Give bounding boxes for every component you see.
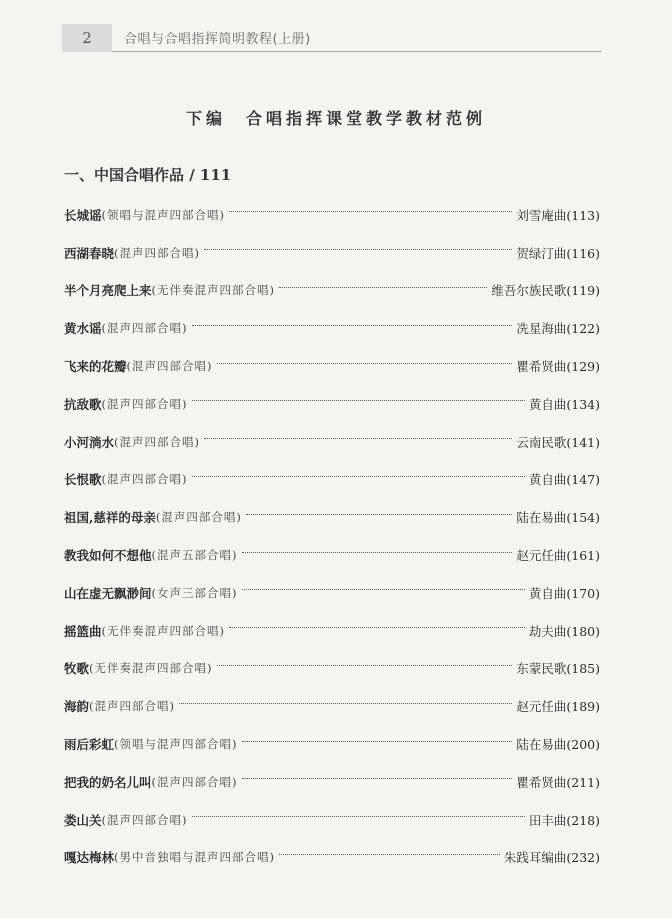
toc-entry-note: (无伴奏混声四部合唱) bbox=[89, 661, 213, 676]
toc-entry-title: 海韵 bbox=[64, 699, 90, 715]
dot-leader bbox=[192, 476, 525, 477]
toc-entry-composer: 黄自曲(147) bbox=[528, 472, 600, 488]
toc-entry-composer: 陆在易曲(154) bbox=[516, 510, 600, 526]
toc-entry-composer: 维吾尔族民歌(119) bbox=[491, 283, 600, 299]
dot-leader bbox=[179, 703, 512, 704]
toc-entry[interactable] bbox=[64, 612, 600, 650]
toc-entry[interactable] bbox=[64, 423, 600, 461]
toc-entry-note: (混声四部合唱) bbox=[89, 699, 175, 714]
toc-entry-note: (混声四部合唱) bbox=[101, 812, 188, 827]
toc-entry-note: (混声四部合唱) bbox=[101, 396, 188, 411]
toc-entry-title: 嘎达梅林 bbox=[64, 850, 115, 866]
dot-leader bbox=[217, 363, 513, 364]
part-title bbox=[0, 106, 672, 129]
part-title-text: 合唱指挥课堂教学教材范例 bbox=[246, 109, 487, 128]
toc-entry[interactable] bbox=[64, 687, 600, 725]
toc-entry-title: 半个月亮爬上来 bbox=[64, 283, 152, 299]
dot-leader bbox=[242, 589, 525, 590]
toc-entry-title: 小河淌水 bbox=[64, 434, 115, 450]
toc-entry[interactable] bbox=[64, 347, 600, 385]
toc-entry-composer: 云南民歌(141) bbox=[516, 434, 600, 450]
toc-entry-note: (无伴奏混声四部合唱) bbox=[151, 283, 275, 298]
toc-entry-note: (混声五部合唱) bbox=[151, 548, 238, 563]
toc-entry[interactable] bbox=[64, 763, 600, 801]
toc-entry-title: 摇篮曲 bbox=[64, 623, 102, 639]
toc-entry-title: 祖国,慈祥的母亲 bbox=[64, 510, 156, 526]
toc-entry[interactable] bbox=[64, 461, 600, 499]
toc-entry-note: (混声四部合唱) bbox=[101, 321, 188, 336]
dot-leader bbox=[246, 514, 513, 515]
toc-entry[interactable] bbox=[64, 272, 600, 310]
dot-leader bbox=[204, 438, 512, 439]
toc-entry-composer: 赵元任曲(189) bbox=[516, 699, 600, 715]
toc-entry-title: 长恨歌 bbox=[64, 472, 102, 488]
toc-entry[interactable] bbox=[64, 385, 600, 423]
toc-entry-title: 牧歌 bbox=[64, 661, 90, 677]
toc-entry-composer: 黄自曲(170) bbox=[528, 585, 600, 601]
toc-entry-note: (混声四部合唱) bbox=[151, 774, 238, 789]
toc-entry-note: (女声三部合唱) bbox=[151, 585, 238, 600]
toc-entry[interactable] bbox=[64, 196, 600, 234]
dot-leader bbox=[279, 287, 487, 288]
running-title: 合唱与合唱指挥简明教程(上册) bbox=[124, 32, 311, 47]
toc-entry-note: (混声四部合唱) bbox=[114, 434, 200, 449]
toc-entry-note: (混声四部合唱) bbox=[114, 245, 200, 260]
dot-leader bbox=[279, 854, 500, 855]
toc-entry-composer: 陆在易曲(200) bbox=[516, 737, 600, 753]
part-label: 下编 bbox=[185, 109, 226, 128]
header-rule bbox=[112, 51, 602, 52]
toc-entry-composer: 田丰曲(218) bbox=[528, 812, 600, 828]
toc-entry-composer: 瞿希贤曲(129) bbox=[516, 359, 600, 375]
toc-entry-note: (领唱与混声四部合唱) bbox=[101, 207, 225, 222]
toc-entry[interactable] bbox=[64, 536, 600, 574]
toc-entry-composer: 瞿希贤曲(211) bbox=[516, 774, 600, 790]
toc-entry-note: (混声四部合唱) bbox=[101, 472, 188, 487]
dot-leader bbox=[192, 816, 525, 817]
dot-leader bbox=[242, 778, 513, 779]
page-number: 2 bbox=[62, 24, 112, 52]
toc-entry-note: (混声四部合唱) bbox=[126, 359, 213, 374]
dot-leader bbox=[192, 400, 525, 401]
dot-leader bbox=[242, 552, 513, 553]
toc-entry-title: 西湖春晓 bbox=[64, 245, 115, 261]
toc-entry[interactable] bbox=[64, 574, 600, 612]
dot-leader bbox=[229, 211, 512, 212]
toc-entry-composer: 黄自曲(134) bbox=[528, 396, 600, 412]
toc-entry-note: (无伴奏混声四部合唱) bbox=[101, 623, 225, 638]
toc-entry[interactable] bbox=[64, 498, 600, 536]
toc-entry-note: (混声四部合唱) bbox=[155, 510, 242, 525]
toc-entry[interactable] bbox=[64, 801, 600, 839]
dot-leader bbox=[229, 627, 525, 628]
toc-entry[interactable] bbox=[64, 309, 600, 347]
table-of-contents bbox=[64, 196, 600, 876]
toc-entry-note: (男中音独唱与混声四部合唱) bbox=[114, 850, 275, 865]
toc-entry-note: (领唱与混声四部合唱) bbox=[114, 737, 238, 752]
toc-entry-composer: 冼星海曲(122) bbox=[516, 321, 600, 337]
toc-entry-title: 雨后彩虹 bbox=[64, 737, 115, 753]
dot-leader bbox=[217, 665, 513, 666]
toc-entry-title: 抗敌歌 bbox=[64, 396, 102, 412]
toc-entry-composer: 劫夫曲(180) bbox=[528, 623, 600, 639]
toc-entry-composer: 东蒙民歌(185) bbox=[516, 661, 600, 677]
toc-entry-title: 教我如何不想他 bbox=[64, 548, 152, 564]
toc-entry[interactable] bbox=[64, 650, 600, 688]
toc-entry-title: 娄山关 bbox=[64, 812, 102, 828]
toc-entry[interactable] bbox=[64, 234, 600, 272]
toc-entry-title: 把我的奶名儿叫 bbox=[64, 774, 152, 790]
section-heading: 一、中国合唱作品 / 111 bbox=[64, 166, 232, 184]
dot-leader bbox=[192, 325, 513, 326]
toc-entry-title: 长城谣 bbox=[64, 207, 102, 223]
toc-entry-composer: 刘雪庵曲(113) bbox=[516, 207, 600, 223]
dot-leader bbox=[204, 249, 512, 250]
toc-entry-title: 黄水谣 bbox=[64, 321, 102, 337]
toc-entry[interactable] bbox=[64, 725, 600, 763]
toc-entry-title: 山在虚无飘渺间 bbox=[64, 585, 152, 601]
dot-leader bbox=[242, 741, 513, 742]
toc-entry[interactable] bbox=[64, 839, 600, 877]
toc-entry-title: 飞来的花瓣 bbox=[64, 359, 127, 375]
toc-entry-composer: 朱践耳编曲(232) bbox=[503, 850, 600, 866]
page-header bbox=[62, 24, 602, 52]
toc-entry-composer: 赵元任曲(161) bbox=[516, 548, 600, 564]
toc-entry-composer: 贺绿汀曲(116) bbox=[516, 245, 600, 261]
